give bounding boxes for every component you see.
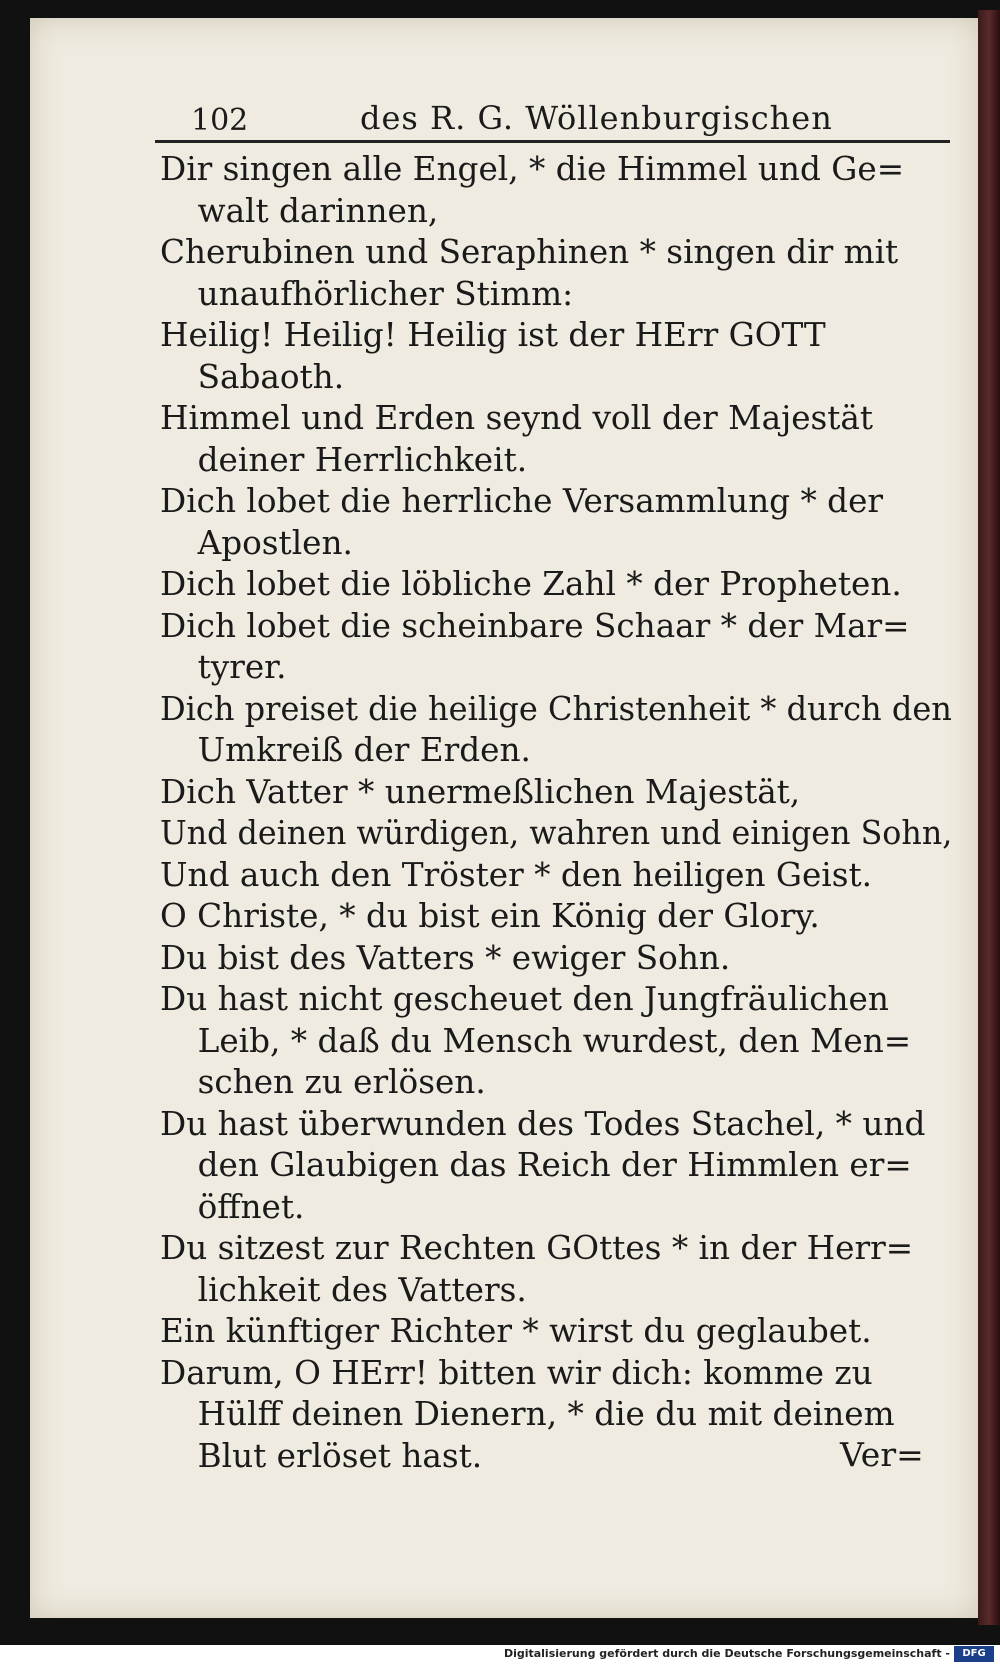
text-line: schen zu erlösen.	[197, 1062, 486, 1101]
book-edge	[978, 10, 1000, 1625]
footer-credit: Digitalisierung gefördert durch die Deutsche Forschungsgemeinschaft -	[503, 1647, 950, 1660]
text-line: Und deinen würdigen, wahren und einigen Sohn,	[160, 813, 953, 852]
text-block	[160, 148, 960, 1476]
text-line: Umkreiß der Erden.	[197, 730, 531, 769]
dfg-logo-icon: DFG	[954, 1646, 994, 1662]
text-line: walt darinnen,	[197, 190, 439, 230]
text-line: Du bist des Vatters * ewiger Sohn.	[160, 937, 731, 977]
catchword: Ver=	[840, 1435, 924, 1474]
text-line: Dir singen alle Engel, * die Himmel und Ge=	[160, 149, 905, 188]
text-line: öffnet.	[197, 1186, 305, 1226]
page-number: 102	[191, 103, 249, 138]
text-line: Dich lobet die scheinbare Schaar * der Mar=	[160, 605, 910, 645]
text-line: Heilig! Heilig! Heilig ist der HErr GOTT	[160, 315, 826, 354]
text-line: tyrer.	[197, 647, 287, 686]
page-header	[155, 95, 955, 140]
text-line: Du hast überwunden des Todes Stachel, * und	[160, 1103, 926, 1143]
text-line: Und auch den Tröster * den heiligen Geist.	[160, 854, 873, 894]
text-line: den Glaubigen das Reich der Himmlen er=	[197, 1145, 912, 1184]
text-line: deiner Herrlichkeit.	[197, 439, 528, 479]
text-line: Dich Vatter * unermeßlichen Majestät,	[160, 771, 801, 811]
text-line: Cherubinen und Seraphinen * singen dir mit	[160, 232, 899, 271]
text-line: Darum, O HErr! bitten wir dich: komme zu	[160, 1352, 873, 1392]
text-line: Du hast nicht gescheuet den Jungfräulichen	[160, 979, 889, 1018]
text-line: Ein künftiger Richter * wirst du geglaubet.	[160, 1311, 872, 1350]
text-line: Dich lobet die herrliche Versammlung * der	[160, 481, 884, 520]
text-line: Himmel und Erden seynd voll der Majestät	[160, 398, 874, 437]
text-line: Du sitzest zur Rechten GOttes * in der Herr=	[160, 1228, 914, 1267]
text-line: Blut erlöset hast.	[197, 1435, 483, 1475]
text-line: O Christe, * du bist ein König der Glory.	[160, 896, 820, 935]
text-line: Dich lobet die löbliche Zahl * der Propheten.	[160, 564, 902, 603]
text-line: Hülff deinen Dienern, * die du mit deinem	[197, 1394, 895, 1433]
footer-bar	[0, 1645, 1000, 1665]
text-line: Apostlen.	[197, 522, 353, 562]
text-line: Dich preiset die heilige Christenheit * durch den	[160, 688, 952, 728]
running-head: des R. G. Wöllenburgischen	[360, 99, 833, 137]
text-line: unaufhörlicher Stimm:	[197, 273, 574, 313]
text-line: Leib, * daß du Mensch wurdest, den Men=	[197, 1020, 912, 1060]
text-line: lichkeit des Vatters.	[197, 1269, 527, 1309]
header-rule	[155, 140, 950, 143]
text-line: Sabaoth.	[197, 356, 345, 396]
